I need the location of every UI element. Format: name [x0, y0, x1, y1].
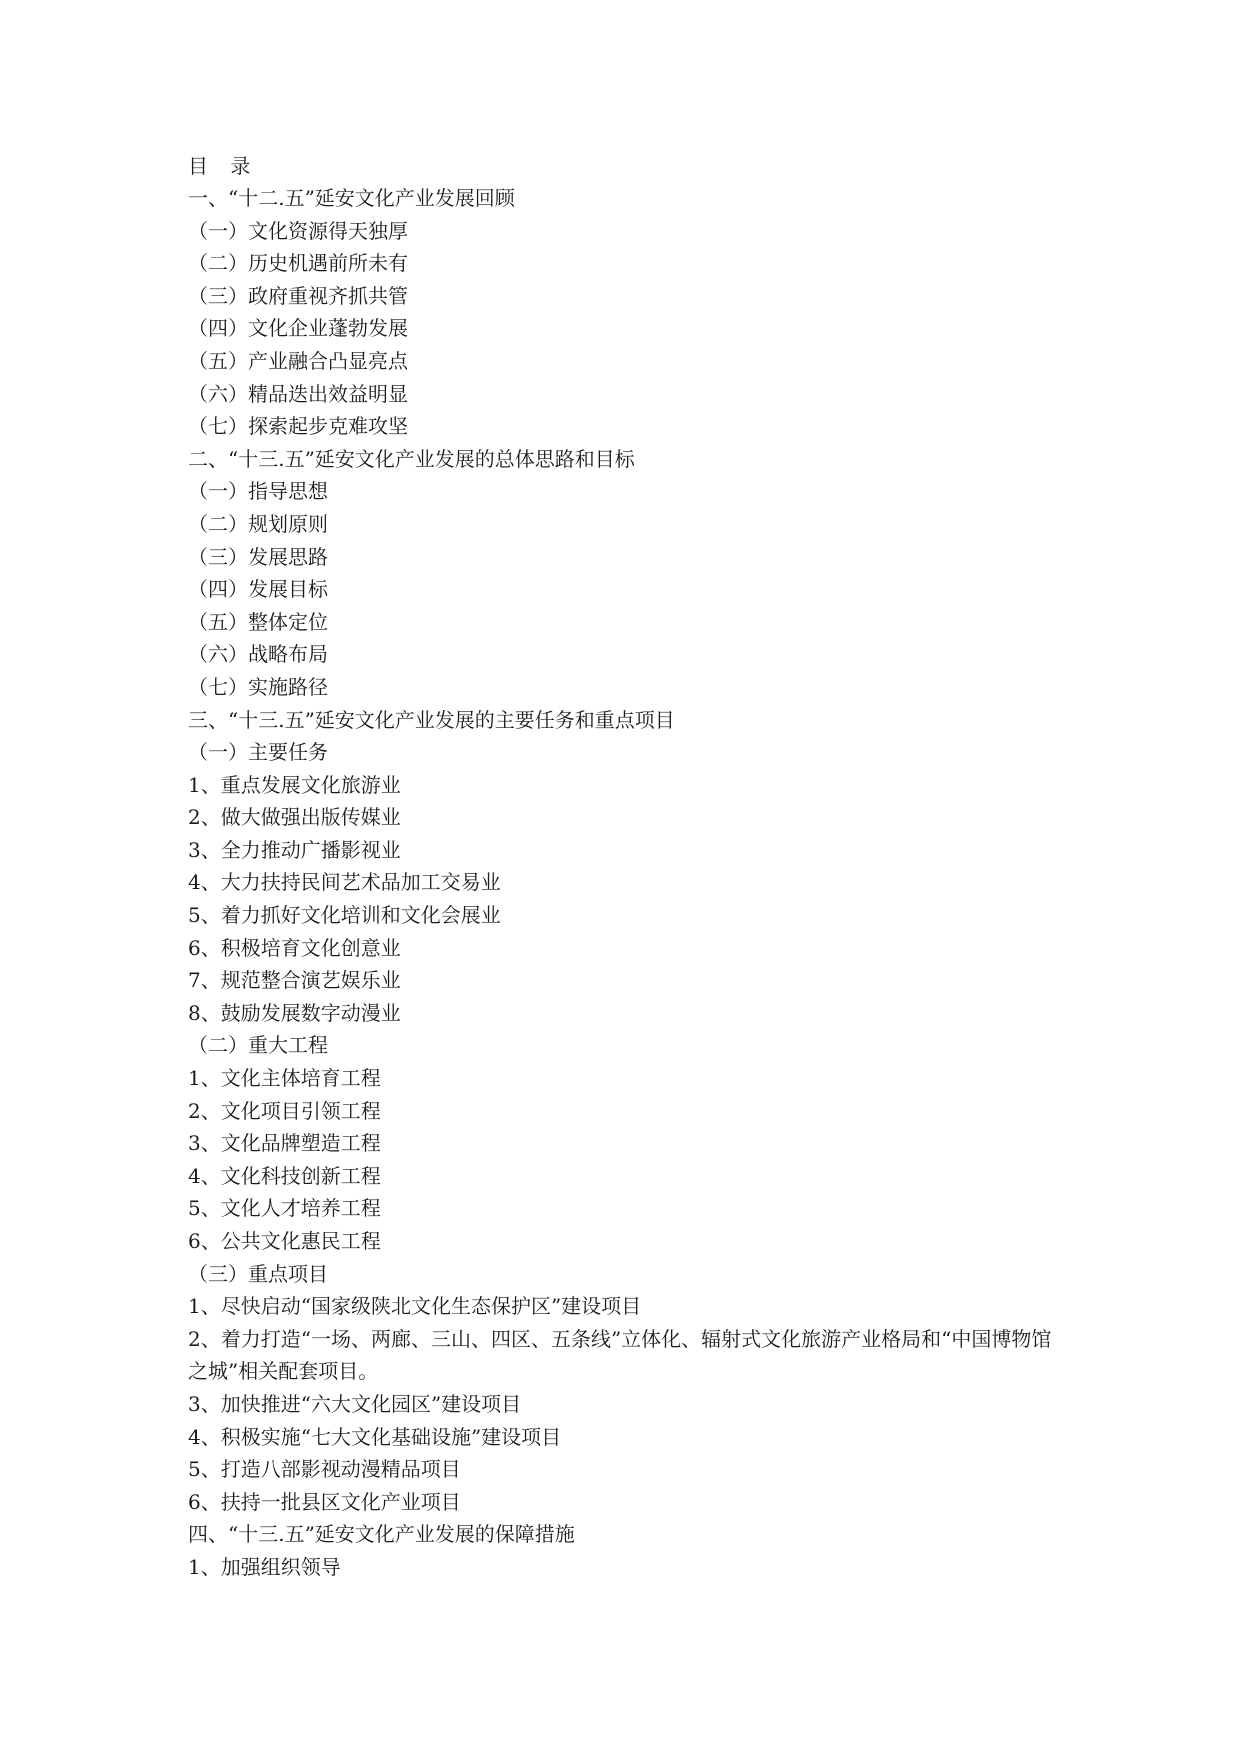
toc-entry: 三、“十三.五”延安文化产业发展的主要任务和重点项目	[188, 707, 675, 732]
toc-entry: 5、着力抓好文化培训和文化会展业	[188, 903, 501, 928]
toc-entry: 1、重点发展文化旅游业	[188, 772, 401, 797]
toc-entry: （二）规划原则	[188, 511, 328, 536]
toc-entry: 一、“十二.五”延安文化产业发展回顾	[188, 186, 515, 210]
toc-entry: 二、“十三.五”延安文化产业发展的总体思路和目标	[188, 446, 635, 471]
toc-entry: （一）文化资源得天独厚	[188, 218, 408, 243]
toc-entry: 2、文化项目引领工程	[188, 1098, 381, 1123]
toc-entry: 6、公共文化惠民工程	[188, 1229, 381, 1253]
toc-list	[188, 182, 1068, 1584]
toc-entry: 2、着力打造“一场、两廊、三山、四区、五条线”立体化、辐射式文化旅游产业格局和“中国博物馆之城”相关配套项目。	[188, 1326, 1052, 1384]
toc-entry: 1、尽快启动“国家级陕北文化生态保护区”建设项目	[188, 1294, 642, 1319]
toc-entry: 4、大力扶持民间艺术品加工交易业	[188, 870, 501, 895]
toc-entry: （一）指导思想	[188, 479, 328, 504]
toc-entry: 5、打造八部影视动漫精品项目	[188, 1457, 461, 1482]
toc-entry: （五）整体定位	[188, 609, 328, 634]
toc-entry: 4、积极实施“七大文化基础设施”建设项目	[188, 1424, 562, 1449]
toc-entry: 3、全力推动广播影视业	[188, 837, 401, 862]
toc-entry: （六）精品迭出效益明显	[188, 381, 408, 406]
toc-title: 目 录	[188, 154, 259, 178]
toc-entry: 6、积极培育文化创意业	[188, 935, 401, 960]
toc-entry: （二）历史机遇前所未有	[188, 251, 408, 276]
toc-entry: 1、加强组织领导	[188, 1554, 341, 1579]
toc-entry: 6、扶持一批县区文化产业项目	[188, 1489, 461, 1514]
toc-entry: （五）产业融合凸显亮点	[188, 348, 408, 373]
toc-entry: 3、加快推进“六大文化园区”建设项目	[188, 1391, 522, 1416]
toc-entry: 4、文化科技创新工程	[188, 1163, 381, 1188]
toc-entry: （三）政府重视齐抓共管	[188, 283, 408, 308]
toc-entry: （一）主要任务	[188, 740, 328, 765]
toc-entry: （七）探索起步克难攻坚	[188, 414, 408, 439]
toc-entry: （四）文化企业蓬勃发展	[188, 316, 408, 341]
toc-entry: （二）重大工程	[188, 1033, 328, 1058]
toc-entry: 1、文化主体培育工程	[188, 1066, 381, 1091]
toc-entry: （七）实施路径	[188, 674, 328, 699]
toc-entry: （三）重点项目	[188, 1261, 328, 1286]
toc-entry: 四、“十三.五”延安文化产业发展的保障措施	[188, 1522, 575, 1547]
toc-entry: （六）战略布局	[188, 642, 328, 667]
toc-entry: （四）发展目标	[188, 577, 328, 602]
toc-entry: （三）发展思路	[188, 544, 328, 569]
toc-entry: 7、规范整合演艺娱乐业	[188, 968, 401, 993]
toc-entry: 3、文化品牌塑造工程	[188, 1131, 381, 1156]
table-of-contents	[188, 150, 1068, 1584]
toc-entry: 5、文化人才培养工程	[188, 1196, 381, 1221]
toc-entry: 8、鼓励发展数字动漫业	[188, 1000, 401, 1025]
toc-entry: 2、做大做强出版传媒业	[188, 805, 401, 830]
